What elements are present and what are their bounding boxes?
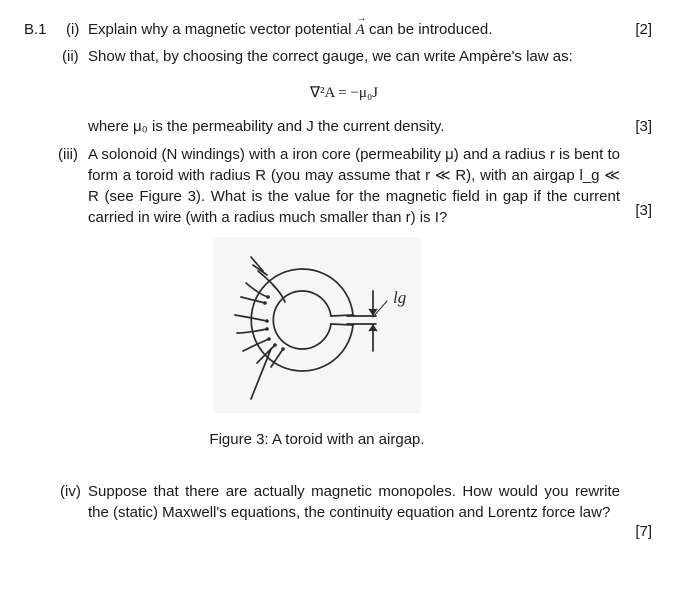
part-iv-marks: [7] [635, 523, 652, 540]
gap-length-label: lg [393, 288, 407, 307]
part-i-text-end: can be introduced. [364, 21, 493, 38]
toroid-drawing [213, 237, 421, 413]
part-iii-marks: [3] [635, 202, 652, 219]
part-i-text [88, 21, 492, 39]
part-i-marks: [2] [635, 21, 652, 38]
part-iii-number: (iii) [58, 146, 78, 163]
part-ii-where-text: where μ₀ is the permeability and J the current density. [88, 118, 445, 135]
figure-caption: Figure 3: A toroid with an airgap. [209, 431, 425, 448]
part-i-text-start: Explain why a magnetic vector potential [88, 21, 356, 38]
vector-potential-symbol: → A [356, 21, 365, 39]
part-iv-number: (iv) [60, 483, 81, 500]
part-ii-number: (ii) [62, 48, 79, 65]
part-iv-text: Suppose that there are actually magnetic monopoles. How would you rewrite the (static) Maxwell's equations, the continuity equation and Lorentz force law? [88, 483, 620, 521]
part-i-number: (i) [66, 21, 80, 38]
question-label: B.1 [24, 21, 47, 38]
part-ii-text: Show that, by choosing the correct gauge, we can write Ampère's law as: [88, 48, 573, 65]
part-ii-marks: [3] [635, 118, 652, 135]
ampere-law-equation: ∇²A = −μ₀J [309, 85, 379, 101]
toroid-windings [235, 257, 285, 399]
part-iii-text: A solonoid (N windings) with a iron core (permeability μ) and a radius r is bent to form a toroid with radius R (you may assume that r ≪ R), with an airgap l_g ≪ R (see Figure 3). What is the value for the magnetic field in gap if the current carried in wire (with a radius much smaller than r) is I? [88, 146, 620, 226]
toroid-inner-edge [273, 291, 331, 349]
figure-toroid-airgap [213, 237, 421, 413]
